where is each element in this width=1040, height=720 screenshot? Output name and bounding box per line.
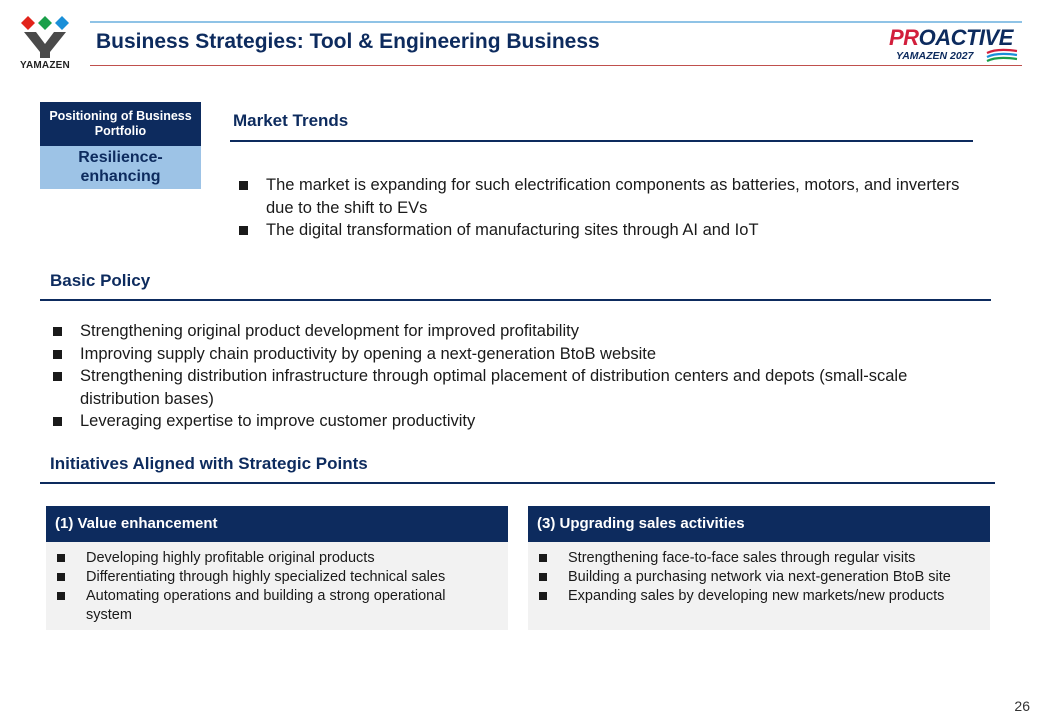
- brand-wave-icon: [985, 48, 1019, 62]
- card-title: (3) Upgrading sales activities: [528, 506, 990, 542]
- list-item: Strengthening face-to-face sales through regular visits: [528, 549, 990, 568]
- initiatives-rule: [40, 482, 995, 484]
- card-body: [46, 542, 508, 630]
- market-trends-rule: [230, 140, 973, 142]
- initiatives-title: Initiatives Aligned with Strategic Points: [50, 454, 368, 473]
- brand-active: ACTIVE: [935, 25, 1013, 50]
- list-item: Strengthening original product development for improved profitability: [49, 320, 929, 343]
- portfolio-label: Positioning of Business Portfolio: [40, 102, 201, 146]
- basic-policy-list: [49, 320, 929, 433]
- list-item: Differentiating through highly specialized technical sales: [46, 568, 508, 587]
- basic-policy-title: Basic Policy: [50, 271, 151, 290]
- card-title: (1) Value enhancement: [46, 506, 508, 542]
- list-item: Strengthening distribution infrastructure through optimal placement of distribution centers and depots (small-scale distribution bases): [49, 365, 929, 410]
- header-bottom-rule: [90, 65, 1022, 66]
- portfolio-value: Resilience-enhancing: [40, 146, 201, 189]
- card-body: [528, 542, 990, 630]
- list-item: The digital transformation of manufacturing sites through AI and IoT: [235, 219, 985, 242]
- list-item: Developing highly profitable original products: [46, 549, 508, 568]
- brand-o: O: [918, 25, 936, 50]
- logo-text: YAMAZEN: [20, 60, 70, 71]
- list-item: Expanding sales by developing new markets/new products: [528, 587, 990, 606]
- list-item: Automating operations and building a strong operational system: [46, 587, 508, 625]
- initiative-card-value-enhancement: [46, 506, 508, 630]
- brand-subtitle: YAMAZEN 2027: [896, 50, 974, 62]
- header-top-rule: [90, 21, 1022, 23]
- proactive-logo-icon: [889, 26, 1013, 50]
- brand-pr: PR: [889, 25, 919, 50]
- list-item: The market is expanding for such electrification components as batteries, motors, and inverters due to the shift to EVs: [235, 174, 985, 219]
- page-number: 26: [1014, 698, 1030, 714]
- basic-policy-rule: [40, 299, 991, 301]
- list-item: Leveraging expertise to improve customer productivity: [49, 410, 929, 433]
- market-trends-list: [235, 174, 985, 242]
- list-item: Building a purchasing network via next-generation BtoB site: [528, 568, 990, 587]
- page-title: Business Strategies: Tool & Engineering Business: [96, 30, 600, 53]
- initiative-card-upgrading-sales: [528, 506, 990, 630]
- list-item: Improving supply chain productivity by opening a next-generation BtoB website: [49, 343, 929, 366]
- market-trends-title: Market Trends: [233, 111, 349, 130]
